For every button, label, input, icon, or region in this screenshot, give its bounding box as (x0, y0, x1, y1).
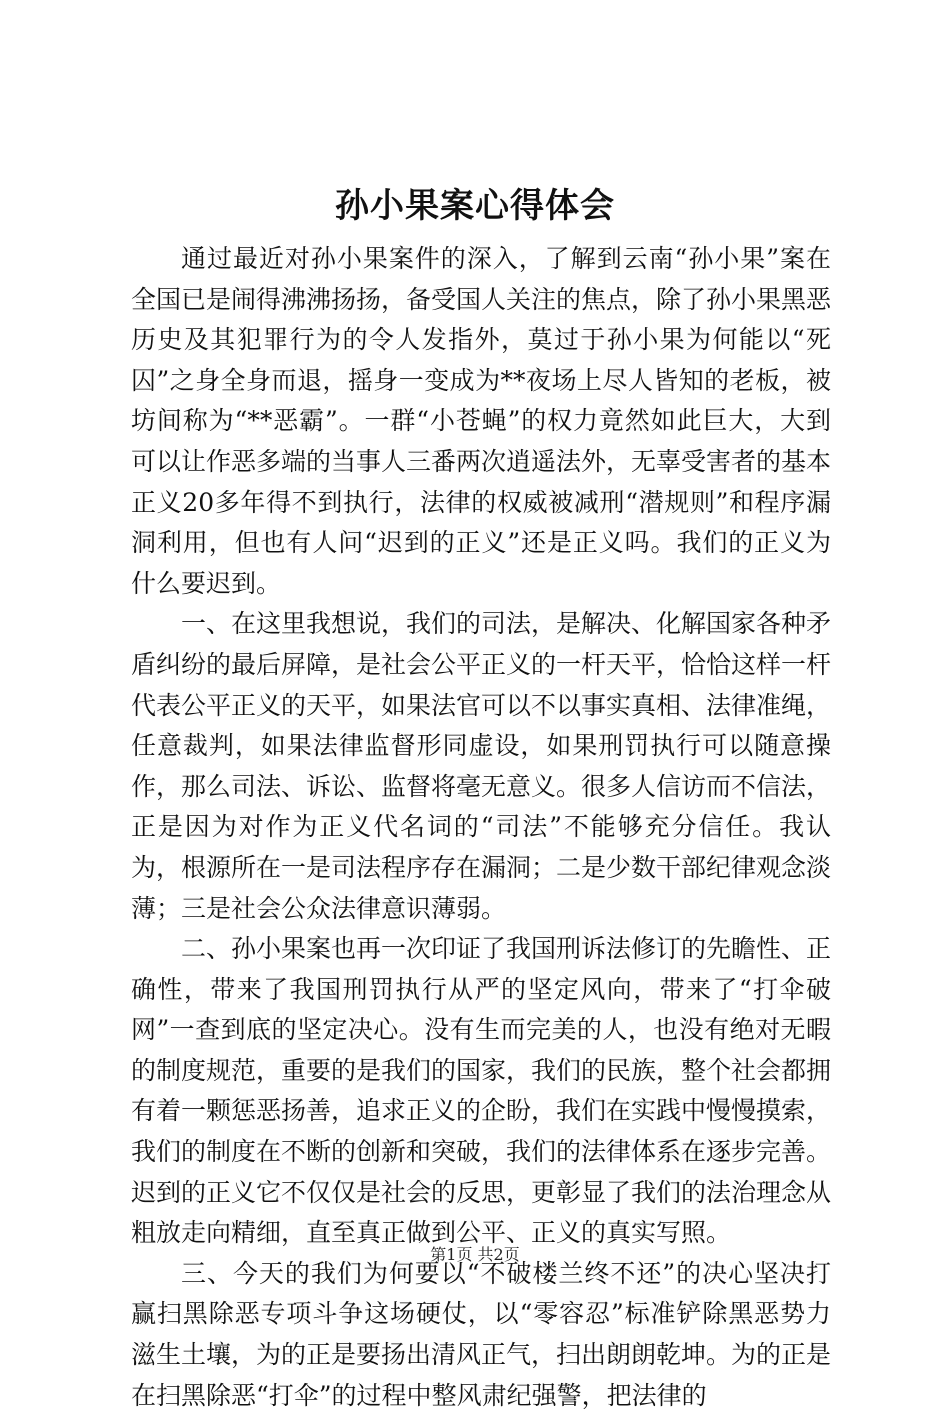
paragraph-point-three: 三、今天的我们为何要以“不破楼兰终不还”的决心坚决打赢扫黑除恶专项斗争这场硬仗，以“零容忍”标准铲除黑恶势力滋生土壤，为的正是要扬出清风正气，扫出朗朗乾坤。为的正是在扫黑除恶“打伞”的过程中整风肃纪强警，把法律的 (131, 1258, 832, 1410)
paragraph-point-one: 一、在这里我想说，我们的司法，是解决、化解国家各种矛盾纠纷的最后屏障，是社会公平正义的一杆天平，恰恰这样一杆代表公平正义的天平，如果法官可以不以事实真相、法律准绳，任意裁判，如果法律监督形同虚设，如果刑罚执行可以随意操作，那么司法、诉讼、监督将毫无意义。很多人信访而不信法，正是因为对作为正义代名词的“司法”不能够充分信任。我认为，根源所在一是司法程序存在漏洞；二是少数干部纪律观念淡薄；三是社会公众法律意识薄弱。 (131, 609, 832, 923)
document-title: 孙小果案心得体会 (335, 186, 615, 226)
page-number-footer: 第1页 共2页 (430, 1245, 520, 1264)
paragraph-point-two: 二、孙小果案也再一次印证了我国刑诉法修订的先瞻性、正确性，带来了我国刑罚执行从严的坚定风向，带来了“打伞破网”一查到底的坚定决心。没有生而完美的人，也没有绝对无暇的制度规范，重要的是我们的国家，我们的民族，整个社会都拥有着一颗惩恶扬善，追求正义的企盼，我们在实践中慢慢摸索，我们的制度在不断的创新和突破，我们的法律体系在逐步完善。迟到的正义它不仅仅是社会的反思，更彰显了我们的法治理念从粗放走向精细，直至真正做到公平、正义的真实写照。 (131, 934, 832, 1248)
document-body (131, 239, 831, 1416)
paragraph-intro: 通过最近对孙小果案件的深入，了解到云南“孙小果”案在全国已是闹得沸沸扬扬，备受国人关注的焦点，除了孙小果黑恶历史及其犯罪行为的令人发指外，莫过于孙小果为何能以“死囚”之身全身而退，摇身一变成为**夜场上尽人皆知的老板，被坊间称为“**恶霸”。一群“小苍蝇”的权力竟然如此巨大，大到可以让作恶多端的当事人三番两次逍遥法外，无辜受害者的基本正义20多年得不到执行，法律的权威被减刑“潜规则”和程序漏洞利用，但也有人问“迟到的正义”还是正义吗。我们的正义为什么要迟到。 (131, 244, 832, 598)
